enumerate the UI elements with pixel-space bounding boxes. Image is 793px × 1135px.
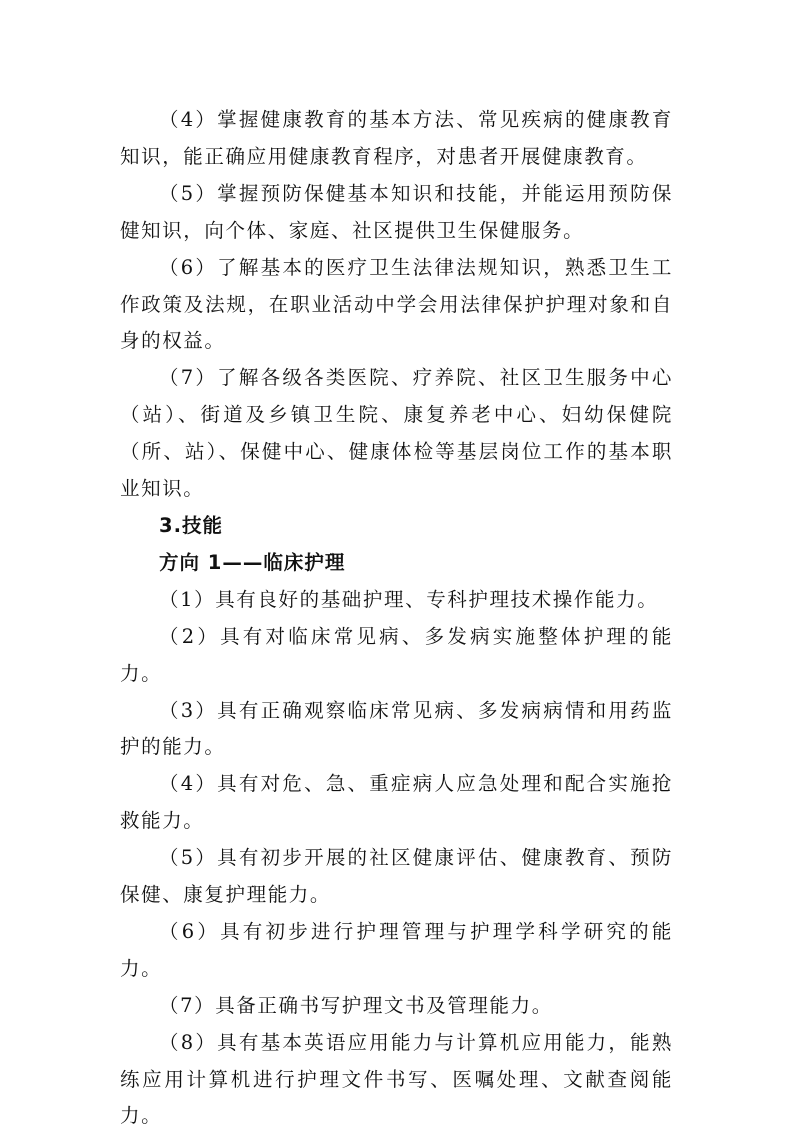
document-body [120, 102, 673, 1135]
knowledge-item-4: （4）掌握健康教育的基本方法、常见疾病的健康教育知识，能正确应用健康教育程序，对患者开展健康教育。 [120, 108, 673, 168]
subsection-heading-clinical-nursing: 方向 1——临床护理 [159, 550, 346, 574]
skill-item-8: （8）具有基本英语应用能力与计算机应用能力，能熟练应用计算机进行护理文件书写、医嘱处理、文献查阅能力。 [120, 1030, 673, 1128]
skill-item-1: （1）具有良好的基础护理、专科护理技术操作能力。 [159, 587, 659, 611]
section-heading-skills: 3.技能 [159, 513, 223, 537]
skill-item-5: （5）具有初步开展的社区健康评估、健康教育、预防保健、康复护理能力。 [120, 846, 673, 907]
knowledge-item-6: （6）了解基本的医疗卫生法律法规知识，熟悉卫生工作政策及法规，在职业活动中学会用法律保护护理对象和自身的权益。 [120, 255, 673, 353]
skill-item-3: （3）具有正确观察临床常见病、多发病病情和用药监护的能力。 [120, 698, 673, 759]
skill-item-7: （7）具备正确书写护理文书及管理能力。 [159, 993, 553, 1017]
skill-item-2: （2）具有对临床常见病、多发病实施整体护理的能力。 [120, 624, 673, 685]
knowledge-item-5: （5）掌握预防保健基本知识和技能，并能运用预防保健知识，向个体、家庭、社区提供卫生保健服务。 [120, 181, 673, 242]
skill-item-4: （4）具有对危、急、重症病人应急处理和配合实施抢救能力。 [120, 772, 673, 833]
knowledge-item-7: （7）了解各级各类医院、疗养院、社区卫生服务中心（站）、街道及乡镇卫生院、康复养老中心、妇幼保健院（所、站）、保健中心、健康体检等基层岗位工作的基本职业知识。 [120, 366, 673, 501]
skill-item-6: （6）具有初步进行护理管理与护理学科学研究的能力。 [120, 919, 673, 980]
